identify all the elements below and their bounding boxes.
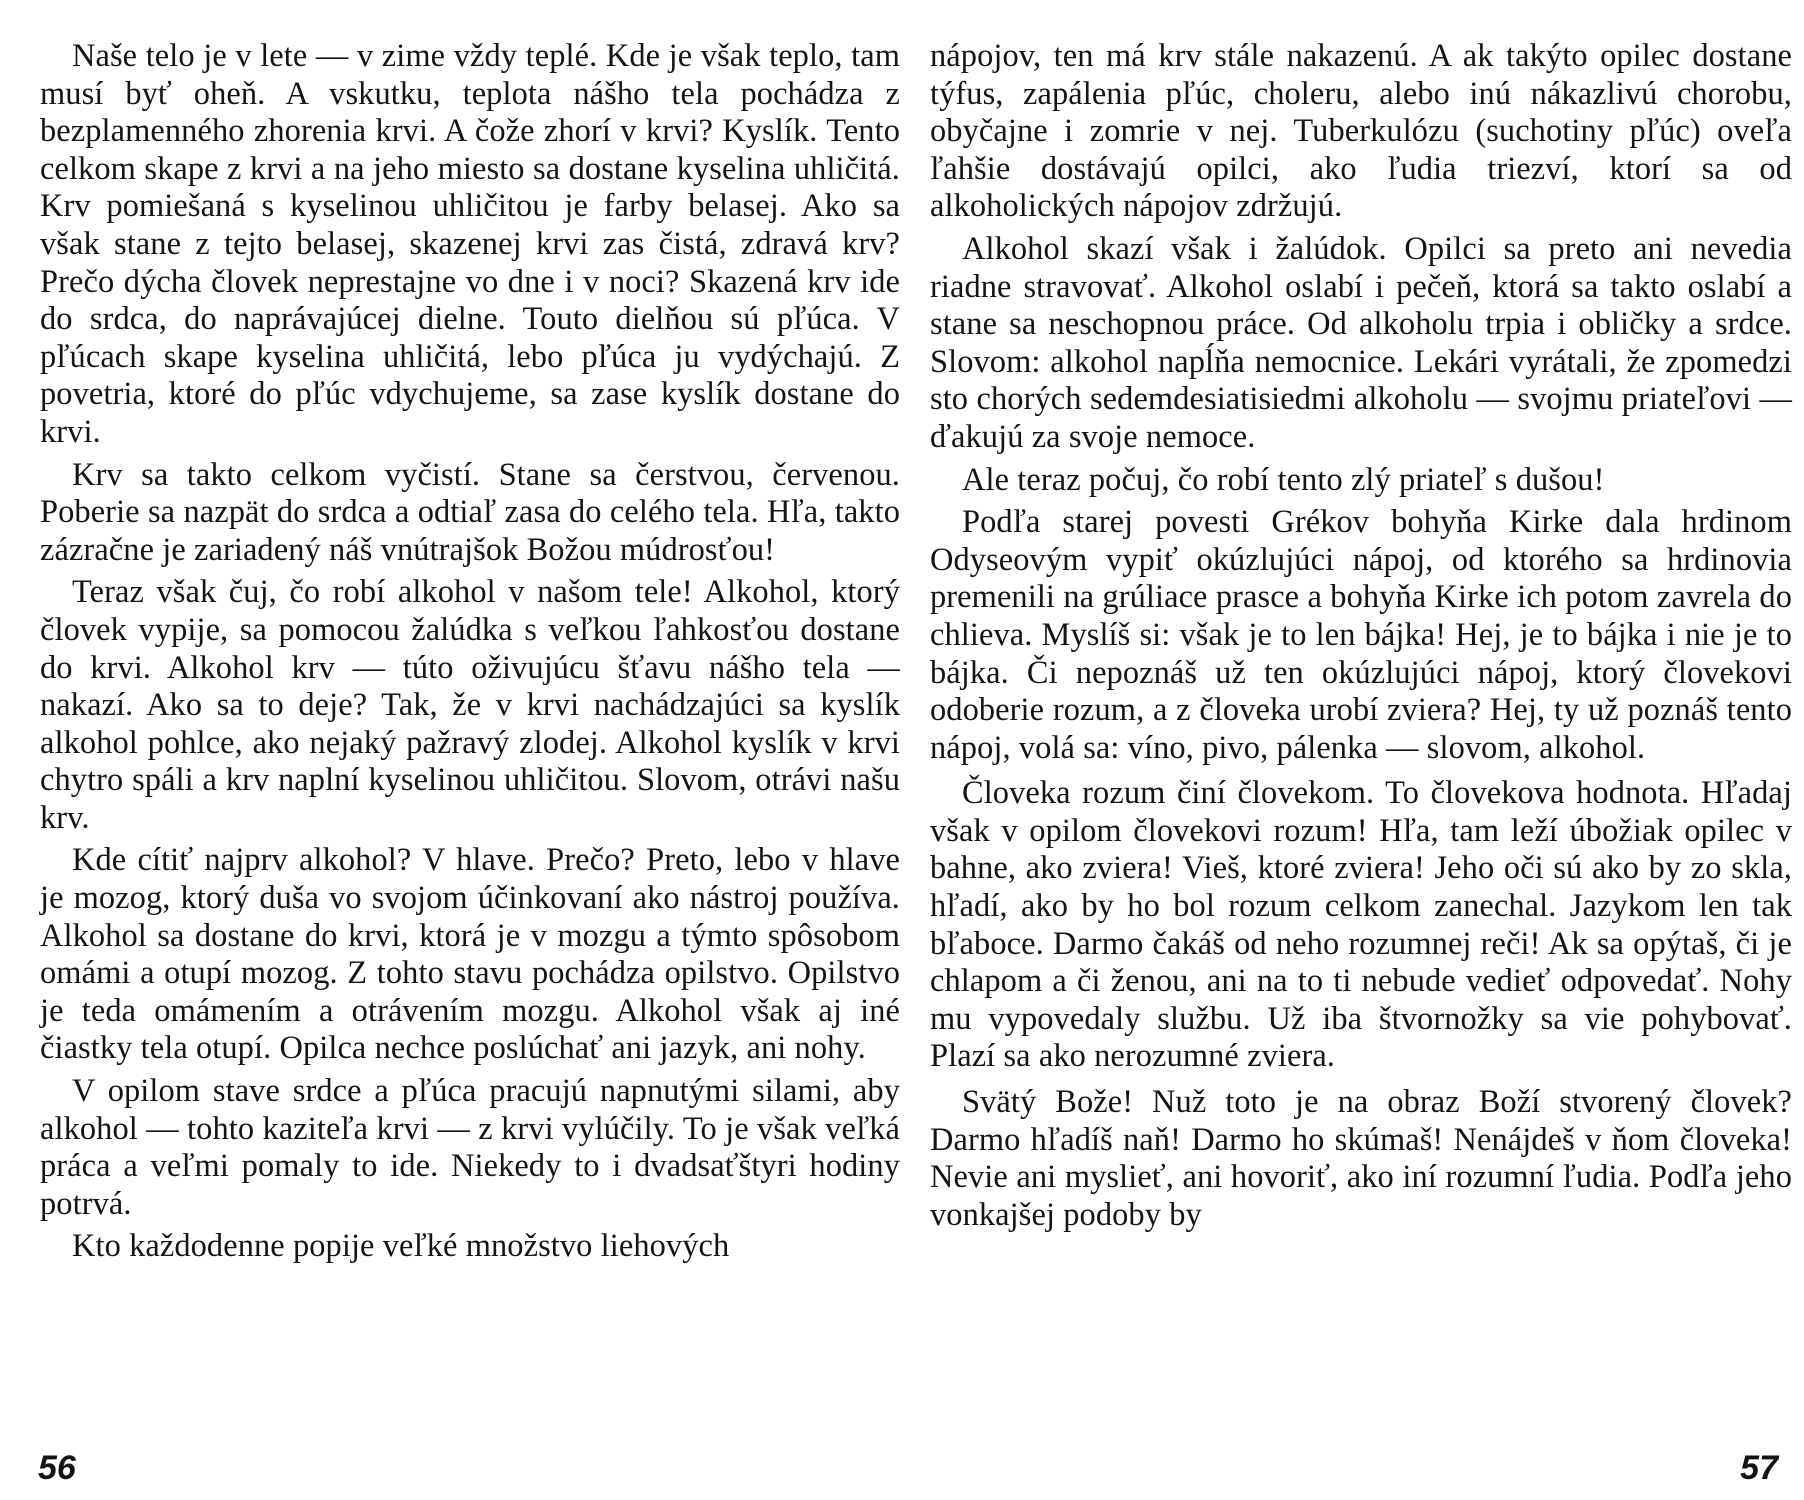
paragraph: Krv sa takto celkom vyčistí. Stane sa čerstvou, červenou. Poberie sa nazpät do srdca a odtiaľ zasa do celého tela. Hľa, takto zázračne je zariadený náš vnútrajšok Božou múdrosťou! [40,456,900,568]
paragraph: nápojov, ten má krv stále nakazenú. A ak takýto opilec dostane týfus, zapálenia pľúc, choleru, alebo inú nákazlivú chorobu, obyčajne i zomrie v nej. Tuberkulózu (suchotiny pľúc) oveľa ľahšie dostávajú opilci, ako ľudia triezví, ktorí sa od alkoholických nápojov zdržujú. [930,38,1792,225]
page-number-left: 56 [38,1449,76,1487]
paragraph: V opilom stave srdce a pľúca pracujú napnutými silami, aby alkohol — tohto kaziteľa krvi — z krvi vylúčily. To je však veľká práca a veľmi pomaly to ide. Niekedy to i dvadsaťštyri hodiny potrvá. [40,1073,900,1222]
paragraph: Človeka rozum činí človekom. To človekova hodnota. Hľadaj však v opilom človekovi rozum! Hľa, tam leží úbožiak opilec v bahne, ako zviera! Vieš, ktoré zviera! Jeho oči sú ako by zo skla, hľadí, ako by ho bol rozum celkom zanechal. Jazykom len tak bľaboce. Darmo čakáš od neho rozumnej reči! Ak sa opýtaš, či je chlapom a či ženou, ani na to ti nebude vedieť odpovedať. Nohy mu vypovedaly službu. Už iba štvornožky sa vie pohybovať. Plazí sa ako nerozumné zviera. [930,775,1792,1075]
paragraph: Kde cítiť najprv alkohol? V hlave. Prečo? Preto, lebo v hlave je mozog, ktorý duša vo svojom účinkovaní ako nástroj používa. Alkohol sa dostane do krvi, ktorá je v mozgu a týmto spôsobom omámi a otupí mozog. Z tohto stavu pochádza opilstvo. Opilstvo je teda omámením a otrávením mozgu. Alkohol však aj iné čiastky tela otupí. Opilca nechce poslúchať ani jazyk, ani nohy. [40,842,900,1067]
page-number-right: 57 [1740,1449,1778,1487]
paragraph: Svätý Bože! Nuž toto je na obraz Boží stvorený človek? Darmo hľadíš naň! Darmo ho skúmaš! Nenájdeš v ňom človeka! Nevie ani myslieť, ani hovoriť, ako iní rozumní ľudia. Podľa jeho vonkajšej podoby by [930,1084,1792,1233]
paragraph: Alkohol skazí však i žalúdok. Opilci sa preto ani nevedia riadne stravovať. Alkohol oslabí i pečeň, ktorá sa takto oslabí a stane sa neschopnou práce. Od alkoholu trpia i obličky a srdce. Slovom: alkohol napĺňa nemocnice. Lekári vyrátali, že zpomedzi sto chorých sedemdesiatisiedmi alkoholu — svojmu priateľovi — ďakujú za svoje nemoce. [930,230,1792,455]
paragraph: Podľa starej povesti Grékov bohyňa Kirke dala hrdinom Odyseovým vypiť okúzlujúci nápoj, od ktorého sa hrdinovia premenili na grúliace prasce a bohyňa Kirke ich potom zavrela do chlieva. Myslíš si: však je to len bájka! Hej, je to bájka i nie je to bájka. Či nepoznáš už ten okúzlujúci nápoj, ktorý človekovi odoberie rozum, a z človeka urobí zviera? Hej, ty už poznáš tento nápoj, volá sa: víno, pivo, pálenka — slovom, alkohol. [930,504,1792,766]
left-page [40,38,900,1271]
paragraph: Kto každodenne popije veľké množstvo liehových [72,1228,730,1265]
paragraph: Naše telo je v lete — v zime vždy teplé. Kde je však teplo, tam musí byť oheň. A vskutku, teplota nášho tela pochádza z bezplamenného zhorenia krvi. A čože zhorí v krvi? Kyslík. Tento celkom skape z krvi a na jeho miesto sa dostane kyselina uhličitá. Krv pomiešaná s kyselinou uhličitou je farby belasej. Ako sa však stane z tejto belasej, skazenej krvi zas čistá, zdravá krv? Prečo dýcha človek neprestajne vo dne i v noci? Skazená krv ide do srdca, do naprávajúcej dielne. Touto dielňou sú pľúca. V pľúcach skape kyselina uhličitá, lebo pľúca ju vydýchajú. Z povetria, ktoré do pľúc vdychujeme, sa zase kyslík dostane do krvi. [40,38,900,450]
right-page [930,38,1792,1239]
paragraph: Teraz však čuj, čo robí alkohol v našom tele! Alkohol, ktorý človek vypije, sa pomocou žalúdka s veľkou ľahkosťou dostane do krvi. Alkohol krv — túto oživujúcu šťavu nášho tela — nakazí. Ako sa to deje? Tak, že v krvi nachádzajúci sa kyslík alkohol pohlce, ako nejaký pažravý zlodej. Alkohol kyslík v krvi chytro spáli a krv naplní kyselinou uhličitou. Slovom, otrávi našu krv. [40,574,900,836]
paragraph: Ale teraz počuj, čo robí tento zlý priateľ s dušou! [962,461,1605,498]
